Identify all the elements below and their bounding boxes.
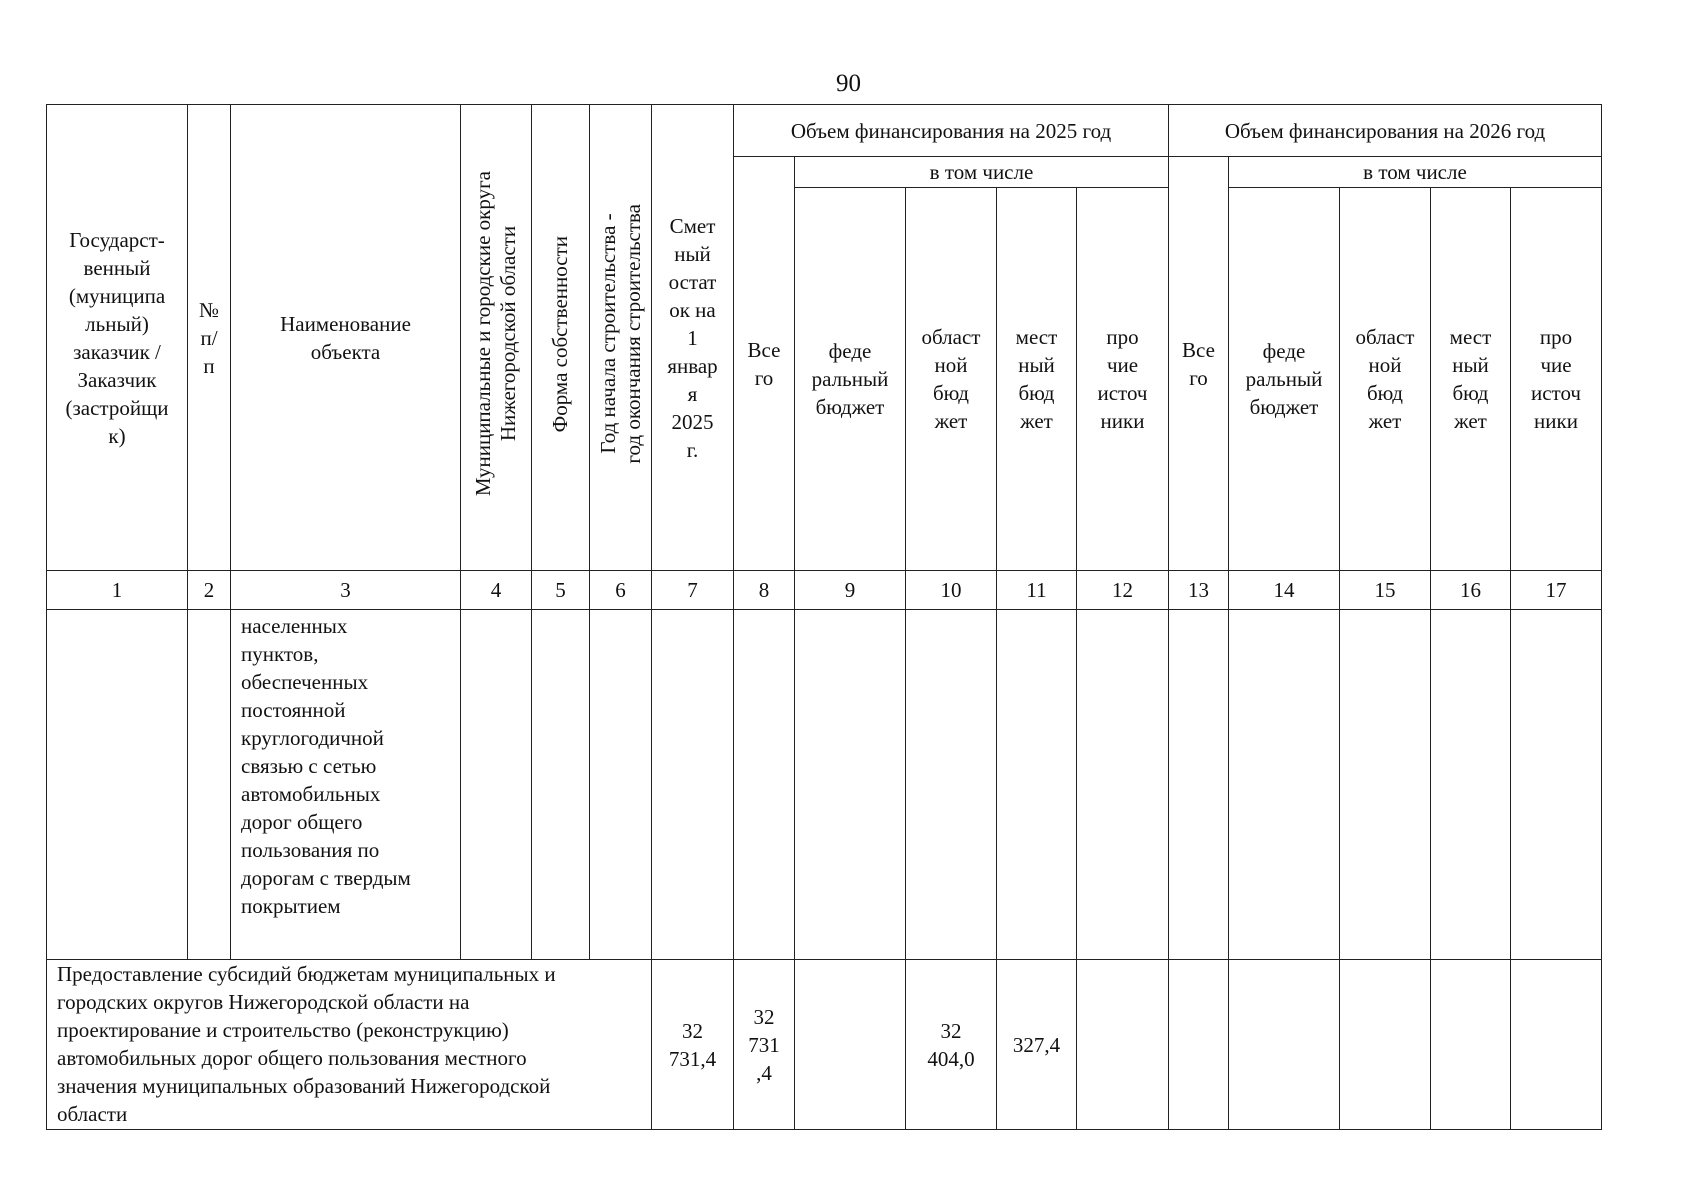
object-name-continuation: населенных пунктов, обеспеченных постоянной круглогодичной связью с сетью автомобильных дорог общего пользования по дорогам с твердым покрытием — [231, 610, 461, 960]
header-incl-2026: в том числе — [1229, 157, 1602, 188]
col-num: 3 — [231, 571, 461, 610]
cell-empty — [461, 610, 532, 960]
col-num: 16 — [1431, 571, 1511, 610]
header-object-name: Наименование объекта — [231, 105, 461, 571]
header-total-2025: Все го — [734, 157, 795, 571]
col-num: 1 — [47, 571, 188, 610]
header-ownership: Форма собственности — [532, 105, 590, 571]
cell-empty — [997, 610, 1077, 960]
header-other-2026: про чие источ ники — [1511, 188, 1602, 571]
summary-total-2025: 32 731 ,4 — [734, 960, 795, 1130]
cell-empty — [652, 610, 734, 960]
col-num: 12 — [1077, 571, 1169, 610]
col-num: 9 — [795, 571, 906, 610]
col-num: 17 — [1511, 571, 1602, 610]
cell-empty — [1340, 610, 1431, 960]
header-total-2026: Все го — [1169, 157, 1229, 571]
cell-empty — [1431, 960, 1511, 1130]
summary-estimate: 32 731,4 — [652, 960, 734, 1130]
col-num: 2 — [188, 571, 231, 610]
cell-empty — [1511, 960, 1602, 1130]
cell-empty — [1077, 610, 1169, 960]
cell-empty — [795, 960, 906, 1130]
header-incl-2025: в том числе — [795, 157, 1169, 188]
summary-regional-2025: 32 404,0 — [906, 960, 997, 1130]
cell-empty — [532, 610, 590, 960]
col-num: 13 — [1169, 571, 1229, 610]
header-regional-2025: област ной бюд жет — [906, 188, 997, 571]
col-num: 5 — [532, 571, 590, 610]
cell-empty — [590, 610, 652, 960]
header-number: № п/ п — [188, 105, 231, 571]
cell-empty — [1169, 960, 1229, 1130]
col-num: 10 — [906, 571, 997, 610]
cell-empty — [188, 610, 231, 960]
financing-table — [46, 104, 1602, 1130]
header-regional-2026: област ной бюд жет — [1340, 188, 1431, 571]
cell-empty — [1229, 610, 1340, 960]
col-num: 4 — [461, 571, 532, 610]
cell-empty — [734, 610, 795, 960]
column-number-row — [47, 571, 1602, 610]
col-num: 6 — [590, 571, 652, 610]
cell-empty — [906, 610, 997, 960]
header-customer: Государст- венный (муниципа льный) заказчик / Заказчик (застройщи к) — [47, 105, 188, 571]
cell-empty — [1169, 610, 1229, 960]
summary-description: Предоставление субсидий бюджетам муниципальных и городских округов Нижегородской области на проектирование и строительство (реконструкцию) автомобильных дорог общего пользования местного значения муниципальных образований Нижегородской области — [47, 960, 652, 1130]
col-num: 7 — [652, 571, 734, 610]
cell-empty — [1431, 610, 1511, 960]
summary-row — [47, 960, 1602, 1130]
cell-empty — [1340, 960, 1431, 1130]
header-districts: Муниципальные и городские округа Нижегородской области — [461, 105, 532, 571]
header-construction-years: Год начала строительства - год окончания строительства — [590, 105, 652, 571]
cell-empty — [1077, 960, 1169, 1130]
header-financing-2026: Объем финансирования на 2026 год — [1169, 105, 1602, 157]
summary-local-2025: 327,4 — [997, 960, 1077, 1130]
header-federal-2025: феде ральный бюджет — [795, 188, 906, 571]
header-other-2025: про чие источ ники — [1077, 188, 1169, 571]
col-num: 8 — [734, 571, 795, 610]
header-estimate-balance: Смет ный остат ок на 1 январ я 2025 г. — [652, 105, 734, 571]
header-local-2026: мест ный бюд жет — [1431, 188, 1511, 571]
header-local-2025: мест ный бюд жет — [997, 188, 1077, 571]
cell-empty — [795, 610, 906, 960]
page-number: 90 — [836, 70, 861, 97]
col-num: 15 — [1340, 571, 1431, 610]
header-federal-2026: феде ральный бюджет — [1229, 188, 1340, 571]
cell-empty — [1511, 610, 1602, 960]
col-num: 11 — [997, 571, 1077, 610]
continuation-row — [47, 610, 1602, 960]
col-num: 14 — [1229, 571, 1340, 610]
cell-empty — [47, 610, 188, 960]
cell-empty — [1229, 960, 1340, 1130]
header-financing-2025: Объем финансирования на 2025 год — [734, 105, 1169, 157]
